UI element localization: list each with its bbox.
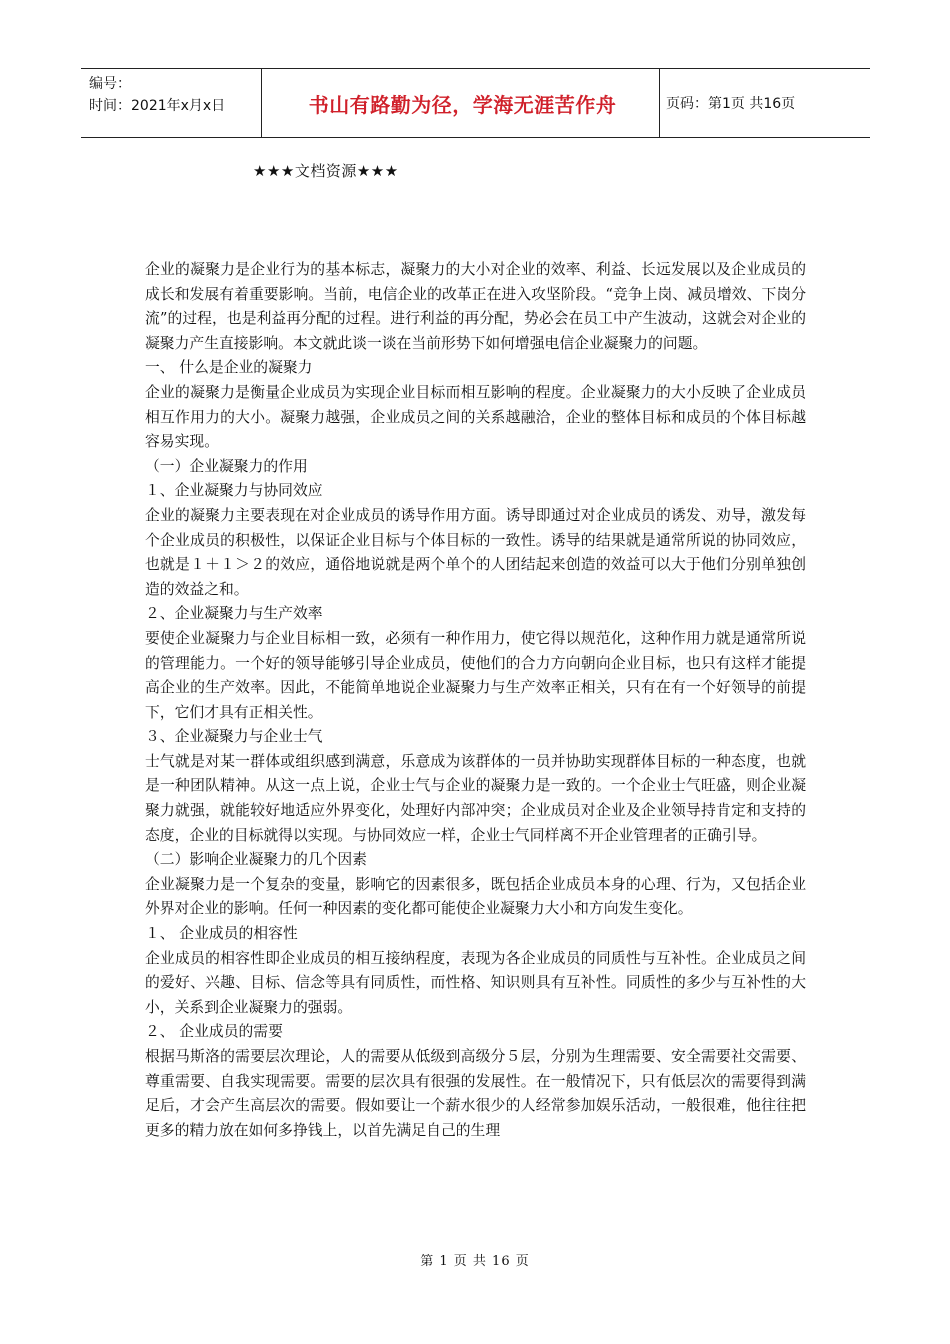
body-paragraph: 企业凝聚力是一个复杂的变量，影响它的因素很多，既包括企业成员本身的心理、行为，又包括企业外界对企业的影响。任何一种因素的变化都可能使企业凝聚力大小和方向发生变化。 xyxy=(145,875,806,918)
header-page-info: 页码：第1页 共16页 xyxy=(666,96,796,112)
item-heading: １、企业凝聚力与协同效应 xyxy=(145,482,323,500)
document-body xyxy=(145,258,806,1143)
body-paragraph: 企业的凝聚力主要表现在对企业成员的诱导作用方面。诱导即通过对企业成员的诱发、劝导，激发每个企业成员的积极性，以保证企业目标与个体目标的一致性。诱导的结果就是通常所说的协同效应，也就是１＋１＞２的效应，通俗地说就是两个单个的人团结起来创造的效益可以大于他们分别单独创造的效益之和。 xyxy=(145,506,806,598)
date-text: 时间：2021年x月x日 xyxy=(89,98,226,114)
header-divider xyxy=(659,69,660,137)
body-paragraph: 企业的凝聚力是企业行为的基本标志，凝聚力的大小对企业的效率、利益、长远发展以及企业成员的成长和发展有着重要影响。当前，电信企业的改革正在进入攻坚阶段。“竞争上岗、减员增效、下岗分流”的过程，也是利益再分配的过程。进行利益的再分配，势必会在员工中产生波动，这就会对企业的凝聚力产生直接影响。本文就此谈一谈在当前形势下如何增强电信企业凝聚力的问题。 xyxy=(145,261,806,352)
header-motto: 书山有路勤为径，学海无涯苦作舟 xyxy=(308,92,617,117)
resource-banner: ★★★文档资源★★★ xyxy=(253,162,399,180)
body-paragraph: 企业的凝聚力是衡量企业成员为实现企业目标而相互影响的程度。企业凝聚力的大小反映了企业成员相互作用力的大小。凝聚力越强，企业成员之间的关系越融洽，企业的整体目标和成员的个体目标越容易实现。 xyxy=(145,383,806,451)
header-meta xyxy=(89,73,225,117)
serial-label: 编号： xyxy=(89,76,131,92)
header-divider xyxy=(261,69,262,137)
item-heading: １、 企业成员的相容性 xyxy=(145,925,298,943)
item-heading: ２、企业凝聚力与生产效率 xyxy=(145,605,323,623)
page-footer: 第 1 页 共 16 页 xyxy=(420,1254,530,1269)
section-heading: 一、 什么是企业的凝聚力 xyxy=(145,359,313,377)
body-paragraph: 士气就是对某一群体或组织感到满意，乐意成为该群体的一员并协助实现群体目标的一种态度，也就是一种团队精神。从这一点上说，企业士气与企业的凝聚力是一致的。一个企业士气旺盛，则企业凝聚力就强，就能较好地适应外界变化，处理好内部冲突；企业成员对企业及企业领导持肯定和支持的态度，企业的目标就得以实现。与协同效应一样，企业士气同样离不开企业管理者的正确引导。 xyxy=(145,752,806,844)
body-paragraph: 根据马斯洛的需要层次理论，人的需要从低级到高级分５层，分别为生理需要、安全需要社交需要、尊重需要、自我实现需要。需要的层次具有很强的发展性。在一般情况下，只有低层次的需要得到满足后，才会产生高层次的需要。假如要让一个薪水很少的人经常参加娱乐活动，一般很难，他往往把更多的精力放在如何多挣钱上，以首先满足自己的生理 xyxy=(145,1048,806,1139)
subsection-heading: （一）企业凝聚力的作用 xyxy=(145,457,308,475)
item-heading: ２、 企业成员的需要 xyxy=(145,1023,283,1041)
document-header xyxy=(81,68,870,138)
body-paragraph: 企业成员的相容性即企业成员的相互接纳程度，表现为各企业成员的同质性与互补性。企业成员之间的爱好、兴趣、目标、信念等具有同质性，而性格、知识则具有互补性。同质性的多少与互补性的大小，关系到企业凝聚力的强弱。 xyxy=(145,949,806,1016)
body-paragraph: 要使企业凝聚力与企业目标相一致，必须有一种作用力，使它得以规范化，这种作用力就是通常所说的管理能力。一个好的领导能够引导企业成员，使他们的合力方向朝向企业目标，也只有这样才能提高企业的生产效率。因此，不能简单地说企业凝聚力与生产效率正相关，只有在有一个好领导的前提下，它们才具有正相关性。 xyxy=(145,629,806,721)
subsection-heading: （二）影响企业凝聚力的几个因素 xyxy=(145,851,367,869)
item-heading: ３、企业凝聚力与企业士气 xyxy=(145,728,323,746)
